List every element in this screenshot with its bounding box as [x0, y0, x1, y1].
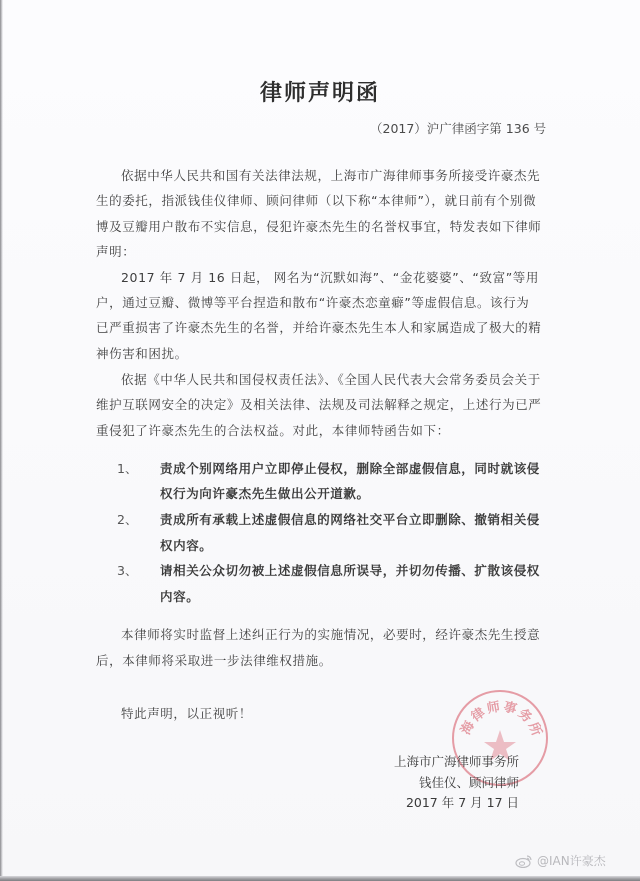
signature-firm: 上海市广海律师事务所: [393, 754, 519, 769]
paragraph-line: 依据《中华人民共和国侵权责任法》、《全国人民代表大会常务委员会关于: [121, 372, 541, 387]
seal-star-icon: [454, 692, 546, 784]
paragraph-line: 神伤害和困扰。: [96, 346, 188, 361]
watermark-text: @IAN许豪杰: [537, 854, 606, 868]
paragraph-line: 生的委托，指派钱佳仪律师、顾问律师（以下称“本律师”），就日前有个别微: [96, 193, 537, 208]
weibo-icon: [515, 854, 533, 868]
page-bottom-edge: [0, 876, 640, 881]
paragraph-line: 声明：: [96, 244, 136, 259]
paragraph-line: 已严重损害了许豪杰先生的名誉，并给许豪杰先生本人和家属造成了极大的精: [96, 320, 542, 335]
official-seal: [452, 690, 548, 786]
reference-number: （2017）沪广律函字第 136 号: [370, 121, 547, 136]
paragraph-line: 重侵犯了许豪杰先生的合法权益。对此，本律师特函告如下：: [96, 423, 450, 438]
document-title: 律师声明函: [259, 81, 380, 106]
paragraph-line: 维护互联网安全的决定》及相关法律、法规及司法解释之规定，上述行为已严: [96, 397, 542, 412]
item-number: 2、: [117, 512, 138, 527]
signature-date: 2017 年 7 月 17 日: [405, 795, 519, 810]
declaration: 特此声明，以正视听！: [121, 706, 253, 721]
svg-text:海律师事务所: 海律师事务所: [458, 699, 545, 741]
item-text: 请相关公众切勿被上述虚假信息所误导，并切勿传播、扩散该侵权: [160, 563, 540, 578]
paragraph-line: 户，通过豆瓣、微博等平台捏造和散布“许豪杰恋童癖”等虚假信息。该行为: [96, 295, 530, 310]
paragraph-line: 博及豆瓣用户散布不实信息，侵犯许豪杰先生的名誉权事宜，特发表如下律师: [96, 219, 542, 234]
item-text: 内容。: [160, 589, 200, 604]
signature-lawyers: 钱佳仪、顾问律师: [418, 775, 519, 790]
paragraph-line: 2017 年 7 月 16 日起， 网名为“沉默如海”、“金花婆婆”、“致富”等用: [121, 270, 539, 285]
closing-line: 本律师将实时监督上述纠正行为的实施情况，必要时，经许豪杰先生授意: [121, 627, 541, 642]
weibo-watermark: [515, 852, 606, 869]
item-number: 1、: [117, 461, 138, 476]
closing-line: 后，本律师将采取进一步法律维权措施。: [96, 653, 332, 668]
paragraph-line: 依据中华人民共和国有关法律法规，上海市广海律师事务所接受许豪杰先: [121, 168, 541, 183]
item-text: 权内容。: [160, 538, 213, 553]
item-number: 3、: [117, 563, 138, 578]
item-text: 责成个别网络用户立即停止侵权，删除全部虚假信息，同时就该侵: [160, 461, 540, 476]
item-text: 责成所有承载上述虚假信息的网络社交平台立即删除、撤销相关侵: [160, 512, 540, 527]
item-text: 权行为向许豪杰先生做出公开道歉。: [160, 486, 370, 501]
page-left-edge: [0, 0, 3, 881]
